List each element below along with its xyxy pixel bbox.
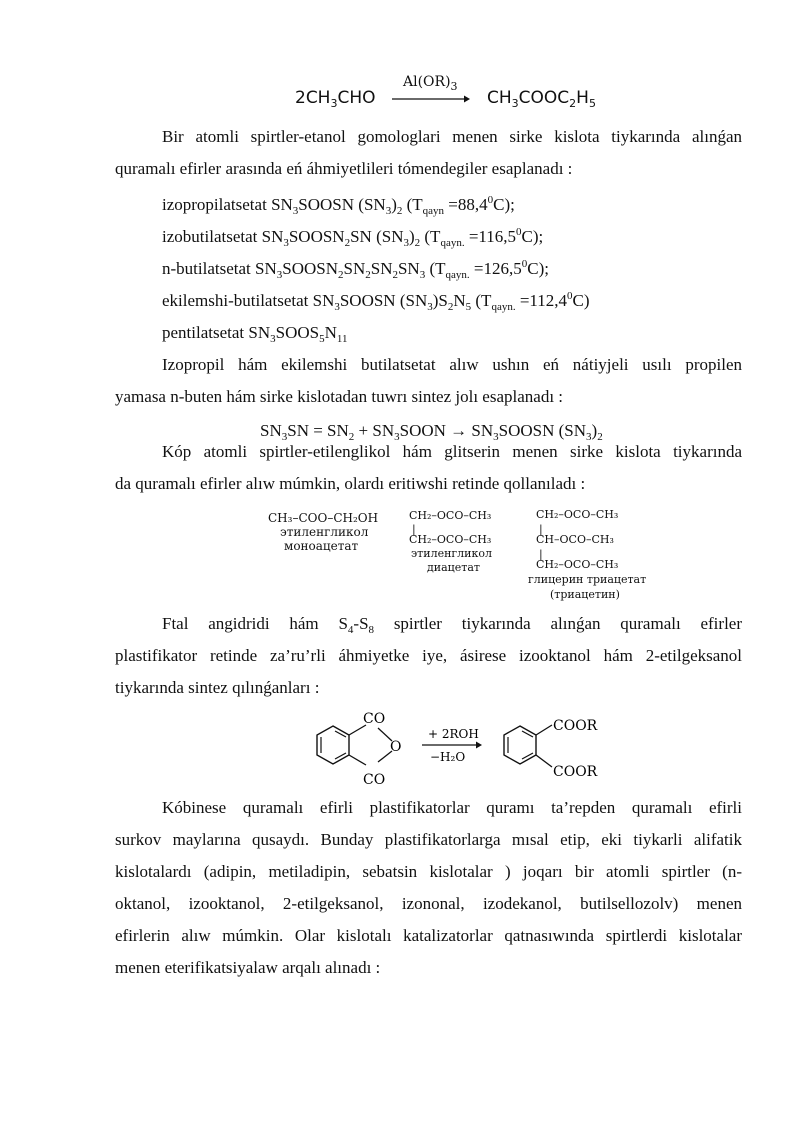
s: 3 bbox=[403, 237, 409, 249]
f: SOOSN bbox=[282, 259, 338, 278]
eq-arrow bbox=[392, 94, 470, 104]
struct1-name2: моноацетат bbox=[284, 539, 359, 553]
struct3-row2: CH–OCO–CH₃ bbox=[536, 533, 614, 546]
struct3-name1: глицерин триацетат bbox=[528, 573, 647, 586]
eq-product-a: CH bbox=[487, 88, 512, 108]
ester-item bbox=[162, 195, 515, 215]
t-end: C); bbox=[521, 227, 544, 246]
t-sub: qayn. bbox=[445, 269, 470, 281]
s: 3 bbox=[270, 333, 276, 345]
t-end: C); bbox=[527, 259, 549, 278]
s: 2 bbox=[414, 237, 421, 249]
ethylene-glycol-diacetate bbox=[409, 509, 492, 575]
s: 3 bbox=[334, 301, 340, 313]
m: ) bbox=[591, 421, 598, 440]
propylene-equation bbox=[260, 421, 603, 441]
f: SOOSN (SN bbox=[339, 291, 428, 310]
s: 2 bbox=[396, 205, 403, 217]
eq-catalyst bbox=[403, 74, 458, 93]
t: (T bbox=[425, 259, 446, 278]
oxygen-label: O bbox=[390, 739, 402, 755]
ester-item bbox=[162, 227, 543, 247]
catalyst-label: Al(OR) bbox=[403, 74, 451, 90]
paragraph-4-line-3: tiykarında sintez qılınǵanları : bbox=[115, 678, 320, 697]
struct1-name1: этиленгликол bbox=[280, 525, 369, 539]
paragraph-4-line-1 bbox=[162, 614, 742, 634]
s: 11 bbox=[336, 333, 348, 345]
t-val: =112,4 bbox=[515, 291, 568, 310]
ester-name: izopropilatsetat bbox=[162, 195, 267, 214]
eq-product-b: COOC bbox=[518, 88, 570, 108]
s: 3 bbox=[292, 205, 299, 217]
f: N bbox=[453, 291, 466, 310]
struct1-formula: CH₃–COO–CH₂OH bbox=[268, 511, 379, 525]
catalyst-sub: 3 bbox=[450, 80, 458, 93]
p4s: 8 bbox=[368, 624, 375, 636]
deg: 0 bbox=[487, 194, 494, 206]
f: SN bbox=[250, 259, 277, 278]
p4b: -S bbox=[353, 614, 369, 633]
f: ) bbox=[408, 227, 415, 246]
byproduct-label: −H₂O bbox=[430, 750, 466, 764]
f: N bbox=[324, 323, 337, 342]
struct2-row2: CH₂–OCO–CH₃ bbox=[409, 533, 492, 546]
paragraph-5-line-3: kislotalardı (adipin, metiladipin, sebatsin kislotalar ) joqarı bir atomli spirtler (n- bbox=[115, 862, 742, 881]
struct2-row1: CH₂–OCO–CH₃ bbox=[409, 509, 492, 522]
paragraph-5-line-4: oktanol, izooktanol, 2-etilgeksanol, izononal, izodekanol, butilsellozolv) menen bbox=[115, 894, 742, 913]
paragraph-4-line-2: plastifikator retinde za’ru’rli áhmiyetke iye, ásirese izooktanol hám 2-etilgeksanol bbox=[115, 646, 742, 665]
eq-sub: 5 bbox=[588, 97, 596, 110]
ms: 2 bbox=[348, 431, 355, 443]
f: SN bbox=[397, 259, 420, 278]
deg: 0 bbox=[567, 290, 573, 302]
bond-line: | bbox=[539, 523, 543, 536]
paragraph-5-line-6: menen eterifikatsiyalaw arqalı alınadı : bbox=[115, 958, 381, 977]
paragraph-2-line-1: Izopropil hám ekilemshi butilatsetat alıw ushın eń nátiyjeli usılı propilen bbox=[162, 355, 742, 374]
ethylene-glycol-monoacetate bbox=[268, 511, 378, 553]
ester-name: n-butilatsetat bbox=[162, 259, 251, 278]
f: SN bbox=[257, 227, 284, 246]
m: SN = SN bbox=[287, 421, 349, 440]
f: SOOSN bbox=[288, 227, 345, 246]
paragraph-1-line-1: Bir atomli spirtler-etanol gomologlari menen sirke kislota tiykarında alınǵan bbox=[162, 127, 742, 146]
t-val: =116,5 bbox=[464, 227, 517, 246]
m: SOOSN (SN bbox=[498, 421, 587, 440]
eq-product bbox=[487, 88, 596, 108]
p4c: spirtler tiykarında alınǵan quramalı efirler bbox=[374, 614, 743, 633]
f: SOOSN (SN bbox=[298, 195, 386, 214]
s: 3 bbox=[276, 269, 283, 281]
s: 2 bbox=[447, 301, 454, 313]
eq-sub: 3 bbox=[330, 97, 338, 110]
phthalic-anhydride-reaction bbox=[300, 704, 620, 790]
f: SN bbox=[343, 259, 366, 278]
m: + SN bbox=[354, 421, 395, 440]
paragraph-1-line-2: quramalı efirler arasında eń áhmiyetlileri tómendegiler esaplanadı : bbox=[115, 159, 573, 178]
eq-product-c: H bbox=[576, 88, 589, 108]
f: SN bbox=[308, 291, 335, 310]
m: SOON → SN bbox=[399, 421, 494, 440]
t-val: =126,5 bbox=[469, 259, 522, 278]
s: 3 bbox=[427, 301, 433, 313]
struct3-row3: CH₂–OCO–CH₃ bbox=[536, 558, 619, 571]
t: (T bbox=[471, 291, 492, 310]
coor-bottom-label: COOR bbox=[553, 764, 598, 780]
eq-sub: 2 bbox=[569, 97, 577, 110]
ms: 3 bbox=[493, 431, 499, 443]
f: SN bbox=[244, 323, 271, 342]
t-val: =88,4 bbox=[444, 195, 488, 214]
m: SN bbox=[260, 421, 282, 440]
co-bottom-label: CO bbox=[363, 772, 386, 788]
co-top-label: CO bbox=[363, 711, 386, 727]
t-sub: qayn. bbox=[440, 237, 465, 249]
paragraph-2-line-2: yamasa n-buten hám sirke kislotadan tuwrı sintez jolı esaplanadı : bbox=[115, 387, 564, 406]
f: SN bbox=[370, 259, 393, 278]
ms: 3 bbox=[281, 431, 288, 443]
ms: 3 bbox=[394, 431, 400, 443]
t: (T bbox=[420, 227, 441, 246]
f: ) bbox=[391, 195, 397, 214]
ms: 2 bbox=[597, 431, 603, 443]
s: 2 bbox=[338, 269, 344, 281]
ester-name: izobutilatsetat bbox=[162, 227, 258, 246]
t-end: C); bbox=[493, 195, 515, 214]
bond-line: | bbox=[412, 523, 416, 536]
ester-item bbox=[162, 323, 347, 343]
deg: 0 bbox=[516, 226, 522, 238]
aldehyde-reaction-equation bbox=[295, 88, 376, 108]
eq-reactant-tail: CHO bbox=[337, 88, 376, 108]
s: 2 bbox=[344, 237, 351, 249]
s: 5 bbox=[465, 301, 472, 313]
paragraph-3-line-2: da quramalı efirler alıw múmkin, olardı eritiwshi retinde qollanıladı : bbox=[115, 474, 586, 493]
s: 5 bbox=[319, 333, 325, 345]
ester-item bbox=[162, 259, 549, 279]
deg: 0 bbox=[521, 258, 528, 270]
s: 3 bbox=[283, 237, 289, 249]
ms: 3 bbox=[586, 431, 592, 443]
t-sub: qayn. bbox=[491, 301, 516, 313]
reagent-label: + 2ROH bbox=[428, 727, 479, 741]
glycerin-triacetate bbox=[528, 507, 647, 602]
t-end: C) bbox=[572, 291, 590, 310]
struct2-name2: диацетат bbox=[427, 561, 480, 574]
ester-name: ekilemshi-butilatsetat bbox=[162, 291, 309, 310]
f: SN bbox=[266, 195, 293, 214]
s: 3 bbox=[385, 205, 392, 217]
s: 2 bbox=[365, 269, 371, 281]
paragraph-5-line-2: surkov maylarına qusaydı. Bunday plastifikatorlarga mısal etip, eki tiykarli alifatik bbox=[115, 830, 742, 849]
s: 2 bbox=[392, 269, 398, 281]
paragraph-5-line-5: efirlerin alıw múmkin. Olar kislotalı katalizatorlar qatnasıwında spirtlerdi kislotalar bbox=[115, 926, 742, 945]
struct2-name1: этиленгликол bbox=[411, 547, 492, 560]
t: (T bbox=[402, 195, 423, 214]
struct3-row1: CH₂–OCO–CH₃ bbox=[536, 508, 619, 521]
eq-sub: 3 bbox=[511, 97, 519, 110]
bond-line: | bbox=[539, 548, 543, 561]
s: 3 bbox=[419, 269, 426, 281]
coor-top-label: COOR bbox=[553, 718, 598, 734]
paragraph-3-line-1: Kóp atomli spirtler-etilenglikol hám glitserin menen sirke kislota tiykarında bbox=[162, 442, 742, 461]
eq-reactant: 2CH bbox=[295, 88, 331, 108]
p4a: Ftal angidridi hám S bbox=[162, 614, 348, 633]
ester-item bbox=[162, 291, 590, 311]
paragraph-5-line-1: Kóbinese quramalı efirli plastifikatorlar quramı ta’repden quramalı efirli bbox=[162, 798, 742, 817]
ester-name: pentilatsetat bbox=[162, 323, 245, 342]
t-sub: qayn bbox=[422, 205, 445, 217]
f: )S bbox=[432, 291, 448, 310]
struct3-name2: (триацетин) bbox=[550, 588, 620, 601]
p4s: 4 bbox=[347, 624, 354, 636]
f: SN (SN bbox=[350, 227, 404, 246]
f: SOOS bbox=[275, 323, 320, 342]
